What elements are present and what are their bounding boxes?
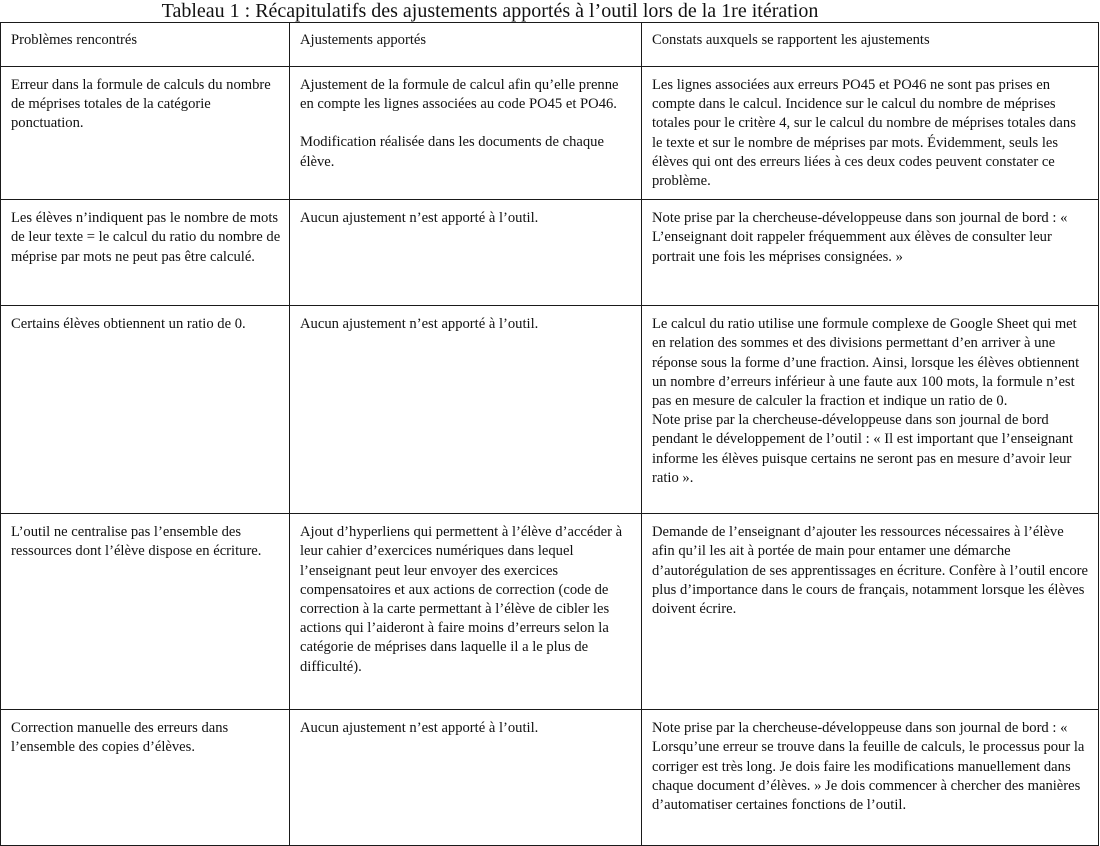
constat-text: Le calcul du ratio utilise une formule complexe de Google Sheet qui met en relation des sommes et des divisions permettant d’en arriver à une réponse sous la forme d’une fraction. Ainsi, lorsque les élèves obtiennent un nombre d’erreurs inférieur à une faute aux 100 mots, la formule n’est pas en mesure de calculer la fraction et indique un ratio de 0. [652, 316, 1080, 410]
cell-constat [642, 306, 1099, 514]
table-caption: Tableau 1 : Récapitulatifs des ajustements apportés à l’outil lors de la 1re itération [161, 0, 819, 22]
cell-probleme: L’outil ne centralise pas l’ensemble des ressources dont l’élève dispose en écriture. [1, 514, 290, 710]
cell-ajustement: Ajout d’hyperliens qui permettent à l’élève d’accéder à leur cahier d’exercices numériques dans lequel l’enseignant peut leur envoyer des exercices compensatoires et aux actions de correction (code de correction à la carte permettant à l’élève de cibler les actions qui l’aideront à faire moins d’erreurs selon la catégorie de méprises dans laquelle il a le plus de difficulté). [290, 514, 642, 710]
header-problemes: Problèmes rencontrés [1, 23, 290, 67]
ajustement-note: Modification réalisée dans les documents de chaque élève. [300, 134, 604, 170]
cell-ajustement: Aucun ajustement n’est apporté à l’outil. [290, 200, 642, 306]
header-constats: Constats auxquels se rapportent les ajustements [642, 23, 1099, 67]
table-row [1, 710, 1099, 846]
cell-ajustement: Aucun ajustement n’est apporté à l’outil. [290, 710, 642, 846]
table-row [1, 306, 1099, 514]
cell-constat: Les lignes associées aux erreurs PO45 et PO46 ne sont pas prises en compte dans le calcul. Incidence sur le calcul du nombre de méprises totales pour le critère 4, sur le calcul du nombre de méprises totales dans le texte et sur le nombre de méprises par mots. Évidemment, seuls les élèves qui ont des erreurs liées à ces deux codes peuvent constater ce problème. [642, 67, 1099, 200]
table-row [1, 200, 1099, 306]
adjustments-table [0, 22, 1099, 846]
table-row [1, 67, 1099, 200]
cell-probleme: Certains élèves obtiennent un ratio de 0. [1, 306, 290, 514]
ajustement-text: Ajustement de la formule de calcul afin qu’elle prenne en compte les lignes associées au code PO45 et PO46. [300, 77, 619, 113]
header-ajustements: Ajustements apportés [290, 23, 642, 67]
constat-note: Note prise par la chercheuse-développeuse dans son journal de bord pendant le développement de l’outil : « Il est important que l’enseignant informe les élèves puisque certains ne seront pas en mesure d’avoir leur ratio ». [652, 412, 1074, 486]
cell-ajustement [290, 67, 642, 200]
cell-ajustement: Aucun ajustement n’est apporté à l’outil. [290, 306, 642, 514]
cell-constat: Note prise par la chercheuse-développeuse dans son journal de bord : « L’enseignant doit rappeler fréquemment aux élèves de consulter leur portrait une fois les méprises consignées. » [642, 200, 1099, 306]
cell-constat: Note prise par la chercheuse-développeuse dans son journal de bord : « Lorsqu’une erreur se trouve dans la feuille de calculs, le processus pour la corriger est très long. Je dois faire les modifications manuellement dans chaque document d’élèves. » Je dois commencer à chercher des manières d’automatiser certaines fonctions de l’outil. [642, 710, 1099, 846]
cell-constat: Demande de l’enseignant d’ajouter les ressources nécessaires à l’élève afin qu’il les ait à portée de main pour entamer une démarche d’autorégulation de ses apprentissages en écriture. Confère à l’outil encore plus d’importance dans le cours de français, notamment lorsque les élèves doivent écrire. [642, 514, 1099, 710]
cell-probleme: Les élèves n’indiquent pas le nombre de mots de leur texte = le calcul du ratio du nombre de méprise par mots ne peut pas être calculé. [1, 200, 290, 306]
table-row [1, 514, 1099, 710]
table-header-row [1, 23, 1099, 67]
cell-probleme: Erreur dans la formule de calculs du nombre de méprises totales de la catégorie ponctuation. [1, 67, 290, 200]
cell-probleme: Correction manuelle des erreurs dans l’ensemble des copies d’élèves. [1, 710, 290, 846]
